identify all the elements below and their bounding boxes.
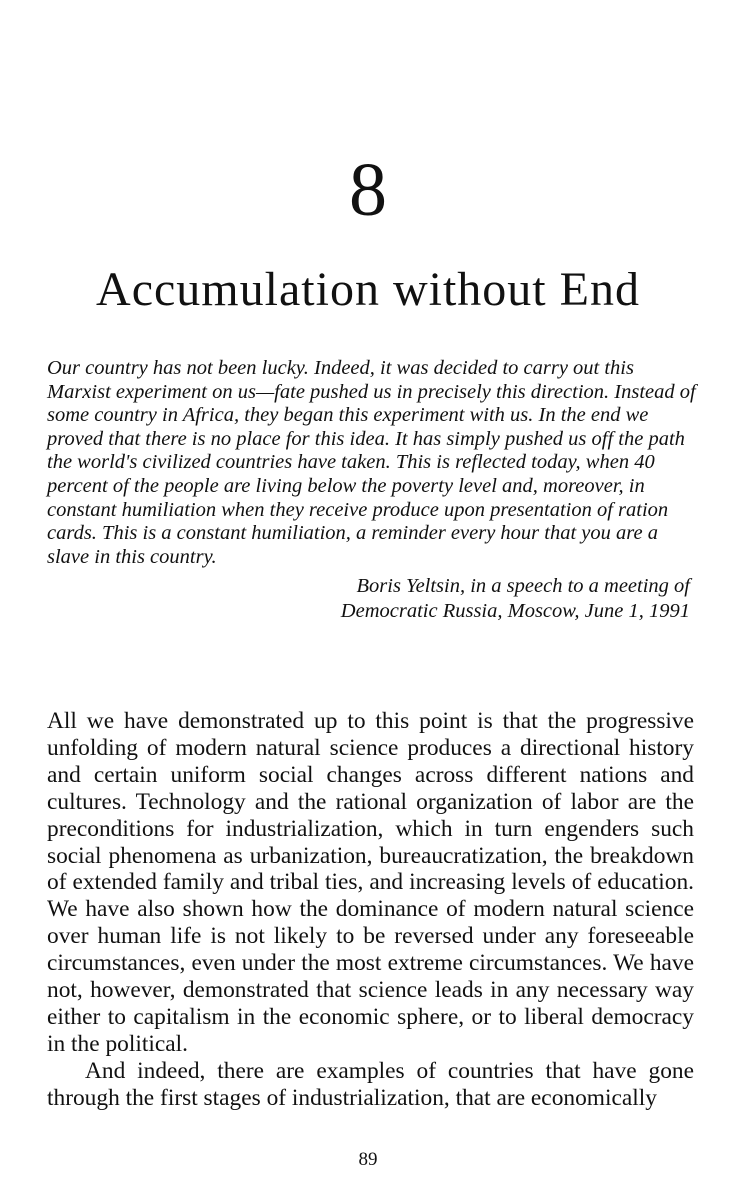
body-paragraph-1: All we have demonstrated up to this point is that the progressive unfolding of modern natural science produces a directional history and certain uniform social changes across different nations and cultures. Technology and the rational organization of labor are the preconditions for industrialization, which in turn engenders such social phenomena as urbanization, bureaucratization, the breakdown of extended family and tribal ties, and increasing levels of education. We have also shown how the dominance of modern natural science over human life is not likely to be reversed under any foreseeable circumstances, even under the most extreme circumstances. We have not, however, demonstrated that science leads in any necessary way either to capitalism in the economic sphere, or to liberal democracy in the political. [47, 708, 694, 1057]
body-paragraph-2: And indeed, there are examples of countries that have gone through the first stages of industrialization, that are economically [47, 1057, 694, 1111]
epigraph-attribution [341, 574, 690, 623]
body-text [47, 708, 694, 1112]
epigraph-quote: Our country has not been lucky. Indeed, it was decided to carry out this Marxist experiment on us—fate pushed us in precisely this direction. Instead of some country in Africa, they began this experiment with us. In the end we proved that there is no place for this idea. It has simply pushed us off the path the world's civilized countries have taken. This is reflected today, when 40 percent of the people are living below the poverty level and, moreover, in constant humiliation when they receive produce upon presentation of ration cards. This is a constant humiliation, a reminder every hour that you are a slave in this country. [47, 357, 696, 568]
attribution-line-1: Boris Yeltsin, in a speech to a meeting of [356, 575, 690, 597]
attribution-line-2: Democratic Russia, Moscow, June 1, 1991 [340, 599, 690, 622]
chapter-number: 8 [349, 148, 387, 232]
page-number: 89 [358, 1149, 378, 1170]
chapter-title: Accumulation without End [96, 263, 640, 316]
